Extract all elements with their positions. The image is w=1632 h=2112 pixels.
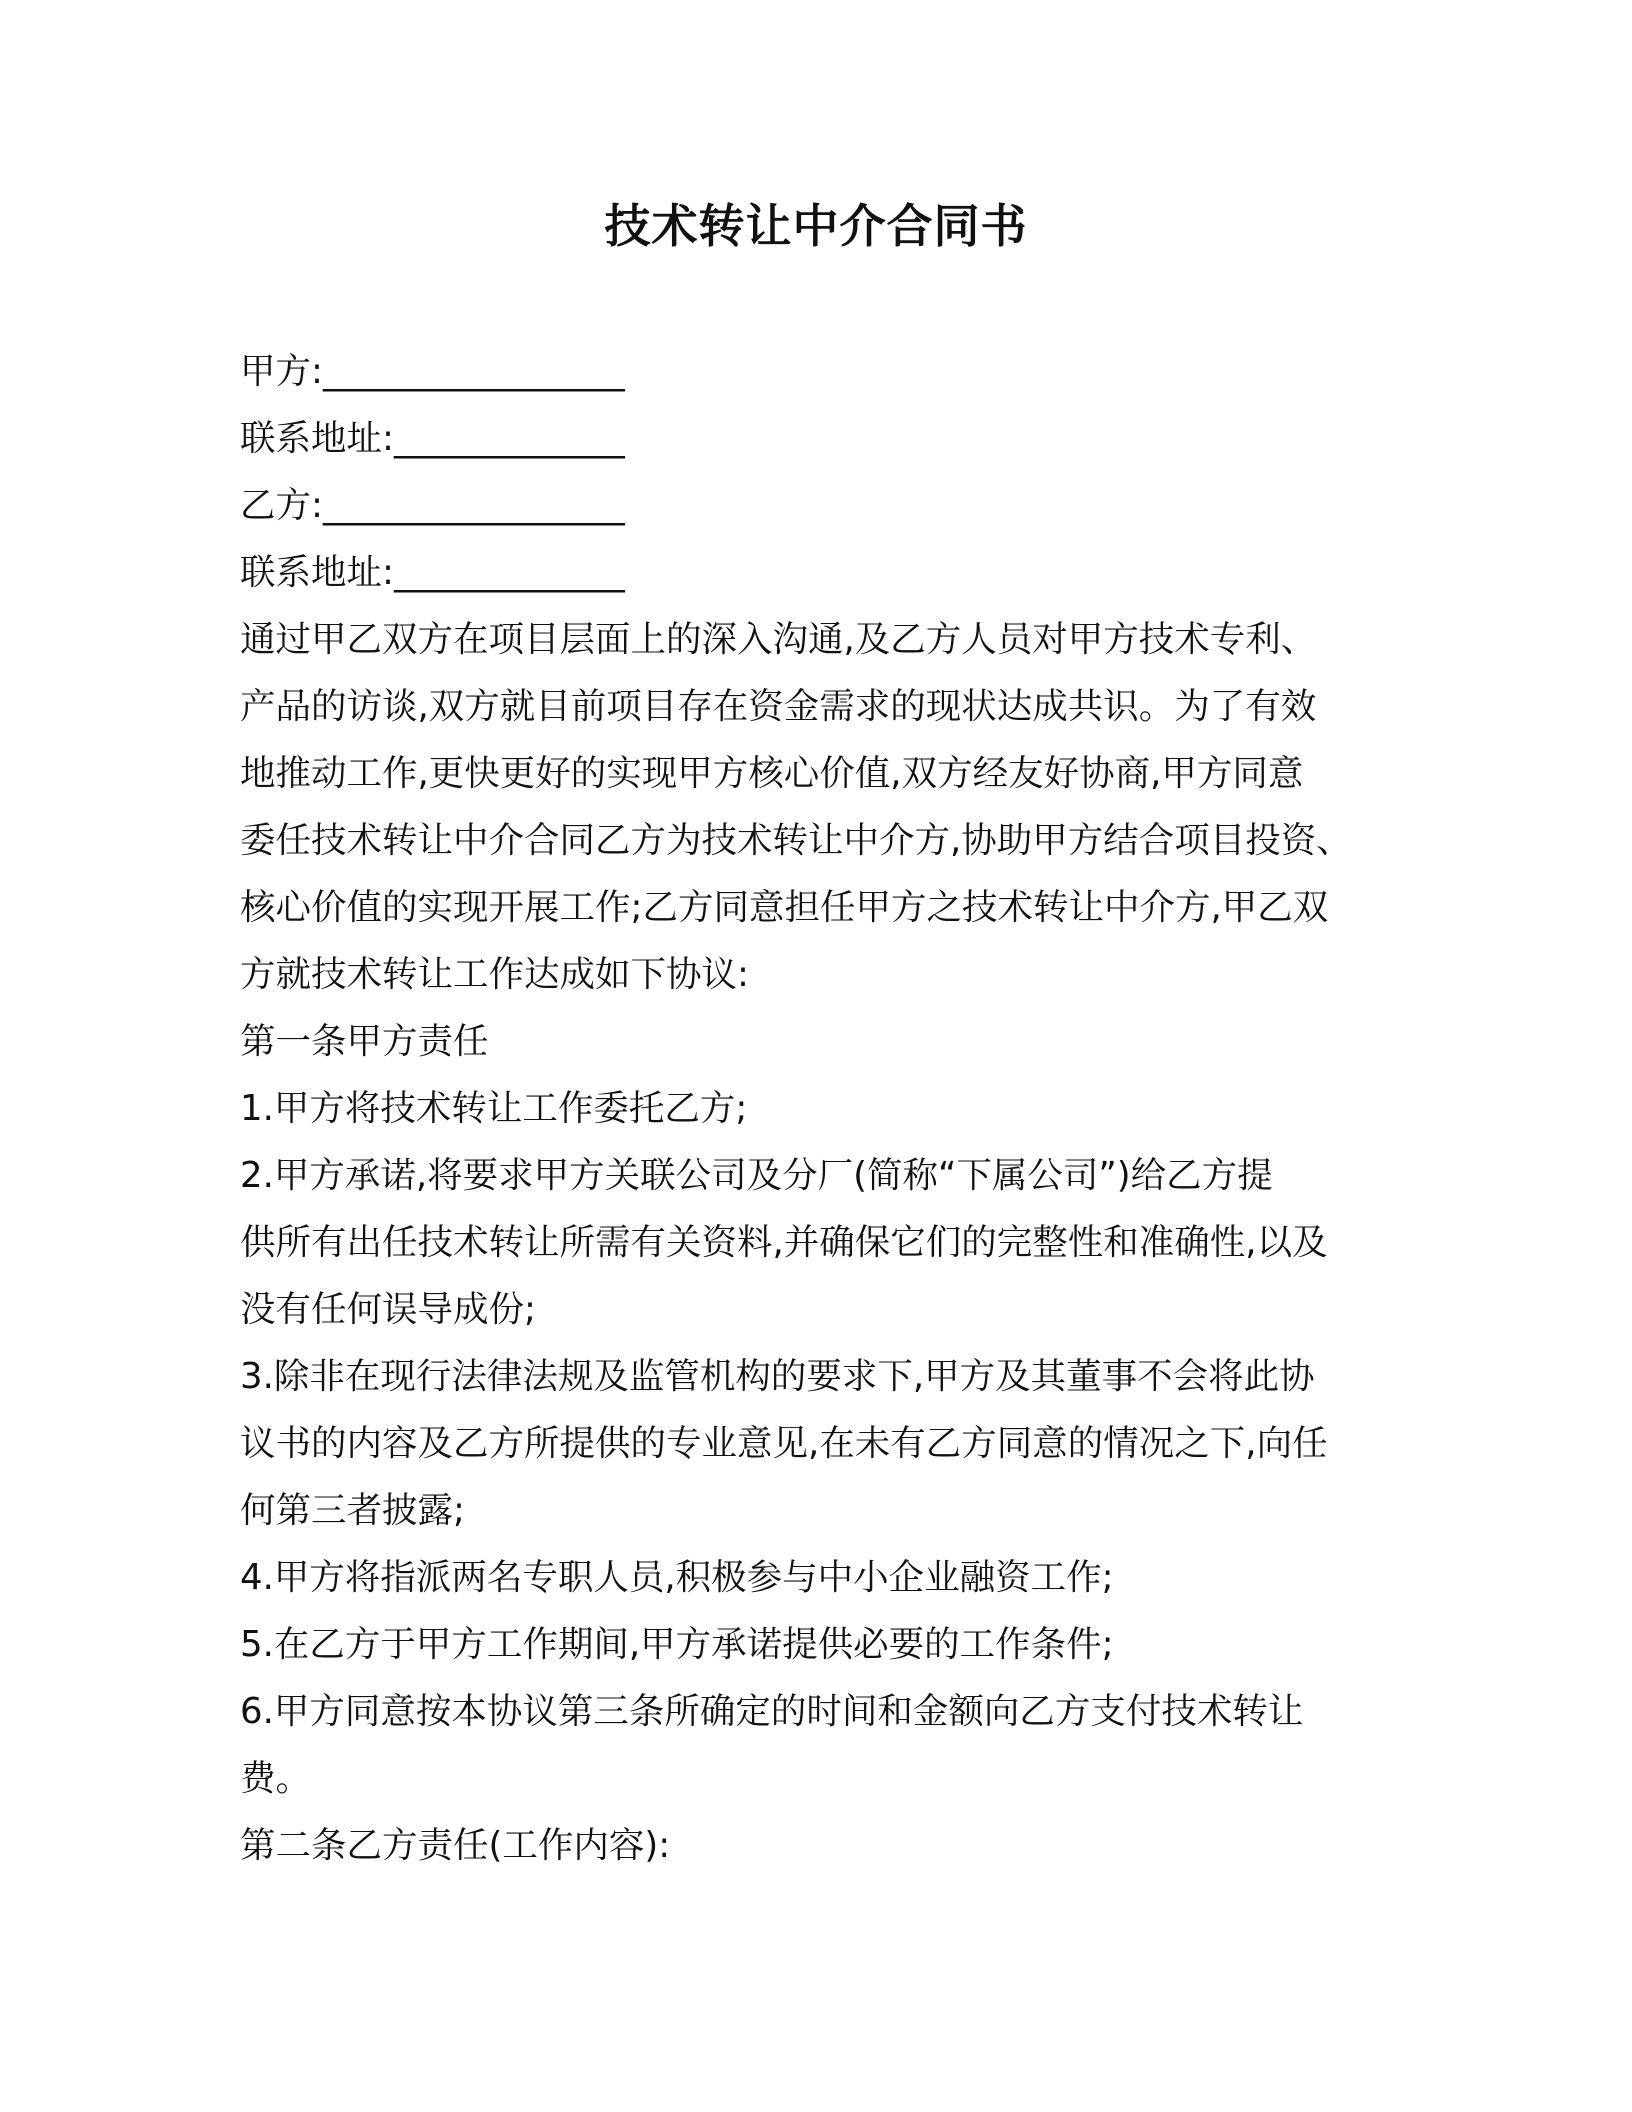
document-title: 技术转让中介合同书	[604, 199, 1028, 253]
party-a-field: 甲方:_________________	[240, 351, 625, 392]
intro-paragraph-line: 通过甲乙双方在项目层面上的深入沟通,及乙方人员对甲方技术专利、	[240, 619, 1317, 660]
intro-paragraph-line: 产品的访谈,双方就目前项目存在资金需求的现状达成共识。为了有效	[240, 686, 1317, 727]
article-1-clause-line: 何第三者披露;	[240, 1490, 465, 1531]
intro-paragraph-line: 方就技术转让工作达成如下协议:	[240, 954, 749, 995]
article-1-clause-line: 1.甲方将技术转让工作委托乙方;	[240, 1088, 748, 1129]
party-b-address-field: 联系地址:_____________	[240, 552, 625, 593]
article-1-clause-line: 3.除非在现行法律法规及监管机构的要求下,甲方及其董事不会将此协	[240, 1356, 1315, 1397]
article-1-clause-line: 4.甲方将指派两名专职人员,积极参与中小企业融资工作;	[240, 1557, 1114, 1598]
party-a-address-field: 联系地址:_____________	[240, 418, 625, 459]
article-1-clause-line: 议书的内容及乙方所提供的专业意见,在未有乙方同意的情况之下,向任	[240, 1423, 1328, 1464]
party-b-field: 乙方:_________________	[240, 485, 625, 526]
intro-paragraph-line: 地推动工作,更快更好的实现甲方核心价值,双方经友好协商,甲方同意	[240, 753, 1304, 794]
article-1-clause-line: 没有任何误导成份;	[240, 1289, 536, 1330]
intro-paragraph-line: 委任技术转让中介合同乙方为技术转让中介方,协助甲方结合项目投资、	[240, 820, 1352, 861]
document-body	[240, 338, 1390, 1879]
article-1-clause-line: 2.甲方承诺,将要求甲方关联公司及分厂(简称“下属公司”)给乙方提	[240, 1155, 1273, 1196]
article-1-heading: 第一条甲方责任	[240, 1021, 489, 1062]
intro-paragraph-line: 核心价值的实现开展工作;乙方同意担任甲方之技术转让中介方,甲乙双	[240, 887, 1329, 928]
article-1-clause-line: 5.在乙方于甲方工作期间,甲方承诺提供必要的工作条件;	[240, 1624, 1114, 1665]
article-1-clause-line: 6.甲方同意按本协议第三条所确定的时间和金额向乙方支付技术转让	[240, 1691, 1304, 1732]
article-1-clause-line: 费。	[240, 1758, 312, 1799]
article-2-heading: 第二条乙方责任(工作内容):	[240, 1825, 671, 1866]
article-1-clause-line: 供所有出任技术转让所需有关资料,并确保它们的完整性和准确性,以及	[240, 1222, 1328, 1263]
